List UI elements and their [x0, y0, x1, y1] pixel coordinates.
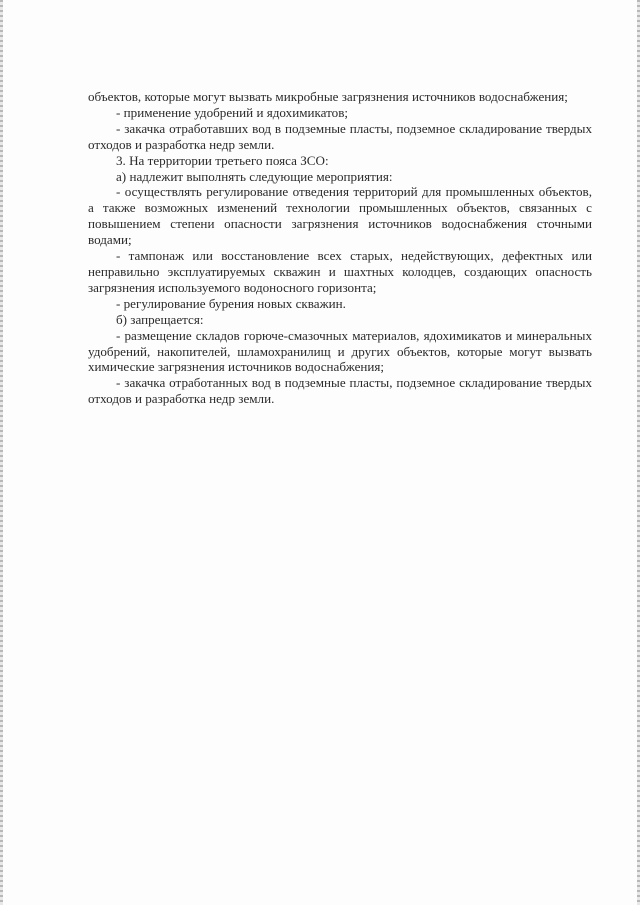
list-item: - закачка отработавших вод в подземные пласты, подземное складирование твердых отходов и разработка недр земли. — [88, 120, 592, 152]
section-heading: 3. На территории третьего пояса ЗСО: — [116, 152, 329, 168]
paragraph: объектов, которые могут вызвать микробные загрязнения источников водоснабжения; — [88, 89, 568, 104]
subsection-heading: а) надлежит выполнять следующие мероприятия: — [116, 168, 393, 184]
document-body — [88, 89, 592, 407]
list-item: - осуществлять регулирование отведения территорий для промышленных объектов, а также возможных изменений технологии промышленных объектов, связанных с повышением степени опасности загрязнения источников водоснабжения сточными водами; — [88, 184, 592, 248]
scan-edge-left — [0, 0, 3, 905]
list-item: - размещение складов горюче-смазочных материалов, ядохимикатов и минеральных удобрений, накопителей, шламохранилищ и других объектов, которые могут вызвать химические загрязнения источников водоснабжения; — [88, 327, 592, 375]
list-item: - регулирование бурения новых скважин. — [116, 295, 346, 311]
list-item: - тампонаж или восстановление всех старых, недействующих, дефектных или неправильно эксплуатируемых скважин и шахтных колодцев, создающих опасность загрязнения используемого водоносного горизонта; — [88, 248, 592, 295]
list-item: - применение удобрений и ядохимикатов; — [116, 104, 349, 120]
subsection-heading: б) запрещается: — [116, 311, 204, 327]
list-item: - закачка отработанных вод в подземные пласты, подземное складирование твердых отходов и разработка недр земли. — [88, 375, 592, 407]
